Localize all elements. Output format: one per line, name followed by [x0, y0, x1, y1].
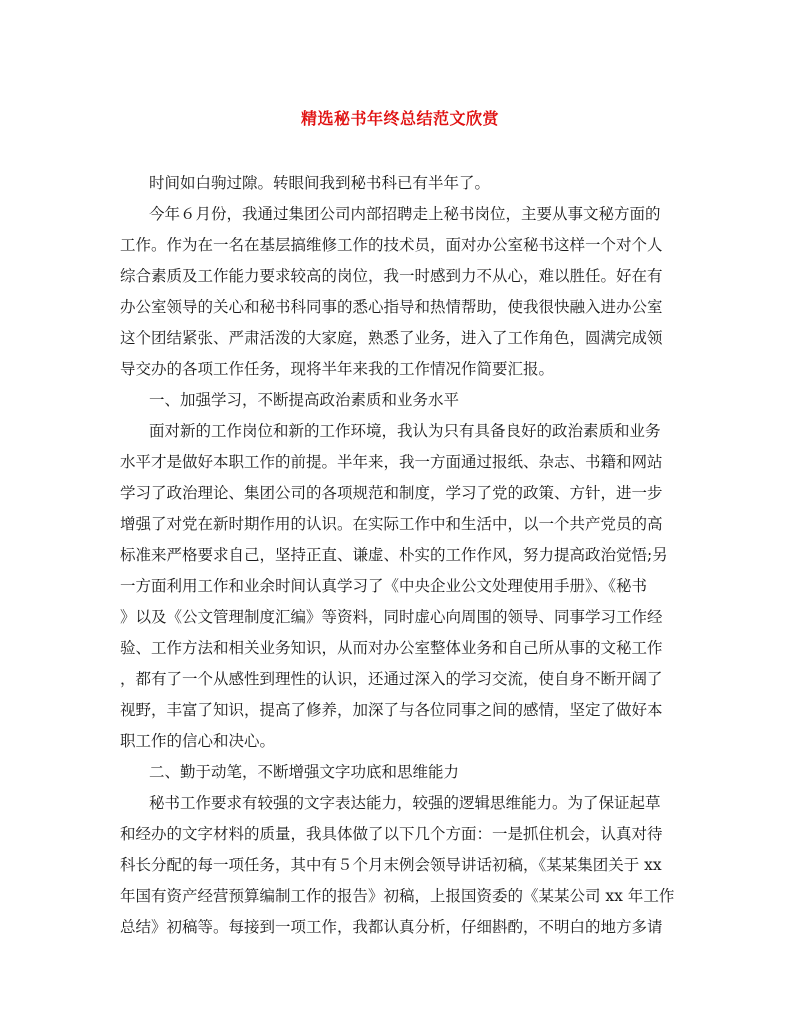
text-line: 年国有资产经营预算编制工作的报告》初稿，上报国资委的《某某公司 xx 年工作	[120, 887, 675, 905]
document-title: 精选秘书年终总结范文欣赏	[300, 109, 499, 128]
text-line: 水平才是做好本职工作的前提。半年来，我一方面通过报纸、杂志、书籍和网站	[120, 453, 663, 471]
document-body	[120, 168, 680, 943]
text-line: 增强了对党在新时期作用的认识。在实际工作中和生活中，以一个共产党员的高	[120, 515, 663, 533]
text-line: 秘书工作要求有较强的文字表达能力，较强的逻辑思维能力。为了保证起草	[149, 794, 661, 812]
text-line: 一、加强学习，不断提高政治素质和业务水平	[149, 391, 460, 409]
text-line: 面对新的工作岗位和新的工作环境，我认为只有具备良好的政治素质和业务	[149, 422, 661, 440]
text-line: 和经办的文字材料的质量，我具体做了以下几个方面：一是抓住机会，认真对待	[120, 825, 663, 843]
text-line: 时间如白驹过隙。转眼间我到秘书科已有半年了。	[149, 174, 491, 192]
text-line: 导交办的各项工作任务，现将半年来我的工作情况作简要汇报。	[120, 360, 555, 378]
text-line: 科长分配的每一项任务，其中有５个月末例会领导讲话初稿，《某某集团关于 xx	[120, 856, 662, 874]
text-line: 学习了政治理论、集团公司的各项规范和制度，学习了党的政策、方针，进一步	[120, 484, 663, 502]
text-line: 办公室领导的关心和秘书科同事的悉心指导和热情帮助，使我很快融入进办公室	[120, 298, 663, 316]
text-line: 视野，丰富了知识，提高了修养，加深了与各位同事之间的感情，坚定了做好本	[120, 701, 663, 719]
text-line: 今年６月份，我通过集团公司内部招聘走上秘书岗位，主要从事文秘方面的	[149, 205, 661, 223]
text-line: 总结》初稿等。每接到一项工作，我都认真分析，仔细斟酌，不明白的地方多请	[120, 918, 663, 936]
text-line: 一方面利用工作和业余时间认真学习了《中央企业公文处理使用手册》、《秘书	[120, 577, 648, 595]
text-line: 验、工作方法和相关业务知识，从而对办公室整体业务和自己所从事的文秘工作	[120, 639, 663, 657]
text-line: 职工作的信心和决心。	[120, 732, 276, 750]
text-line: 》以及《公文管理制度汇编》等资料，同时虚心向周围的领导、同事学习工作经	[120, 608, 663, 626]
text-line: 二、勤于动笔，不断增强文字功底和思维能力	[149, 763, 460, 781]
text-line: ，都有了一个从感性到理性的认识，还通过深入的学习交流，使自身不断开阔了	[120, 670, 663, 688]
text-line: 标准来严格要求自己，坚持正直、谦虚、朴实的工作作风，努力提高政治觉悟;另	[120, 546, 668, 564]
text-line: 这个团结紧张、严肃活泼的大家庭，熟悉了业务，进入了工作角色，圆满完成领	[120, 329, 663, 347]
text-line: 综合素质及工作能力要求较高的岗位，我一时感到力不从心，难以胜任。好在有	[120, 267, 663, 285]
text-line: 工作。作为在一名在基层搞维修工作的技术员，面对办公室秘书这样一个对个人	[120, 236, 663, 254]
